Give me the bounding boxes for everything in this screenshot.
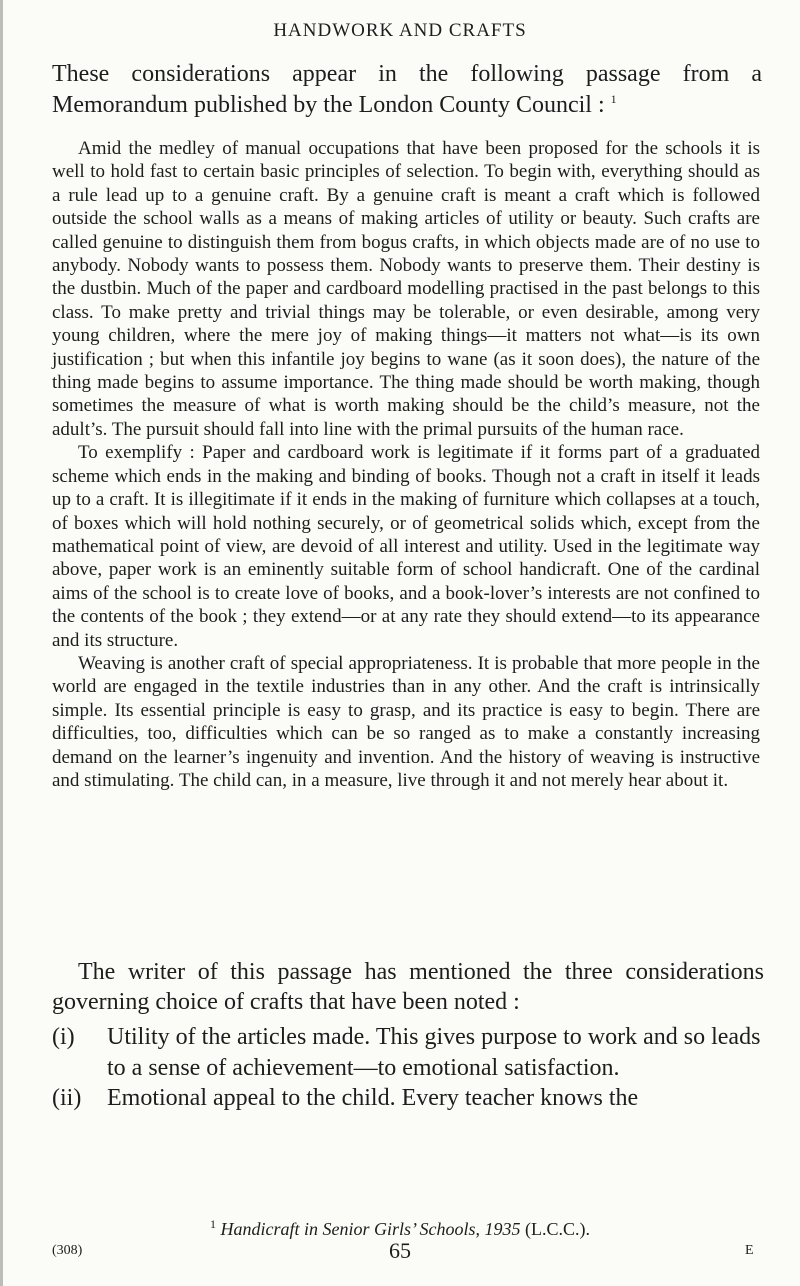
quote-paragraph-2: To exemplify : Paper and cardboard work is legitimate if it forms part of a graduated scheme which ends in the making and binding of books. Though not a craft in itself it leads up to a craft. It is illegitimate if it ends in the making of furniture which collapses at a touch, of boxes which will hold nothing securely, or of geometrical solids which, except from the mathematical point of view, are devoid of all interest and utility. Used in the legitimate way above, paper work is an eminently suitable form of school handicraft. One of the cardinal aims of the school is to create love of books, and a book-lover’s interests are not confined to the contents of the book ; they extend—or at any rate they should extend—to its appearance and its structure. bbox=[52, 442, 760, 651]
footnote-mark: 1 bbox=[210, 1217, 216, 1231]
considerations-list bbox=[52, 1022, 764, 1114]
footnote-title: Handicraft in Senior Girls’ Schools bbox=[220, 1219, 476, 1239]
footnote-year: 1935 bbox=[484, 1219, 521, 1239]
body-paragraph: The writer of this passage has mentioned the three considerations governing choice of crafts that have been noted : bbox=[52, 959, 764, 1015]
block-quote bbox=[52, 137, 760, 792]
page-number: 65 bbox=[389, 1238, 411, 1263]
intro-text: These considerations appear in the following passage from a Memorandum published by the London County Council : bbox=[52, 61, 762, 118]
list-number: (i) bbox=[52, 1024, 75, 1050]
page-edge bbox=[0, 0, 3, 1286]
list-number: (ii) bbox=[52, 1085, 82, 1111]
list-item bbox=[52, 1022, 764, 1083]
list-text: Utility of the articles made. This gives purpose to work and so leads to a sense of achievement—to emotional satisfaction. bbox=[107, 1024, 761, 1081]
list-text: Emotional appeal to the child. Every teacher knows the bbox=[107, 1085, 639, 1111]
running-head: HANDWORK AND CRAFTS bbox=[273, 20, 527, 41]
signature-mark-right: E bbox=[745, 1243, 754, 1258]
footnote-source: (L.C.C.). bbox=[525, 1219, 590, 1239]
footnote-reference: 1 bbox=[610, 92, 617, 106]
quote-paragraph-3: Weaving is another craft of special appropriateness. It is probable that more people in the world are engaged in the textile industries than in any other. And the craft is intrinsically simple. Its essential principle is easy to grasp, and its practice is easy to begin. There are difficulties, too, difficulties which can be so ranged as to make a constantly increasing demand on the learner’s ingenuity and invention. And the history of weaving is instructive and stimulating. The child can, in a measure, live through it and not merely hear about it. bbox=[52, 652, 760, 791]
intro-paragraph bbox=[52, 59, 762, 121]
signature-mark-left: (308) bbox=[52, 1243, 83, 1258]
list-item bbox=[52, 1083, 764, 1114]
quote-paragraph-1: Amid the medley of manual occupations that have been proposed for the schools it is well to hold fast to certain basic principles of selection. To begin with, everything should as a rule lead up to a genuine craft. By a genuine craft is meant a craft which is followed outside the school walls as a means of making articles of utility or beauty. Such crafts are called genuine to distinguish them from bogus crafts, in which objects made are of no use to anybody. Nobody wants to possess them. Nobody wants to preserve them. Their destiny is the dustbin. Much of the paper and cardboard modelling practised in the past belongs to this class. To make pretty and trivial things may be tolerable, or even desirable, among very young children, where the mere joy of making things—it matters not what—is its own justification ; but when this infantile joy begins to wane (as it soon does), the nature of the thing made begins to assume importance. The thing made should be worth making, though sometimes the measure of what is worth making should be the child’s measure, not the adult’s. The pursuit should fall into line with the primal pursuits of the human race. bbox=[52, 138, 760, 440]
footnote: $^1$ Handicraft in Senior Girls’ Schools, 1935 (L.C.C.). bbox=[210, 1217, 590, 1239]
